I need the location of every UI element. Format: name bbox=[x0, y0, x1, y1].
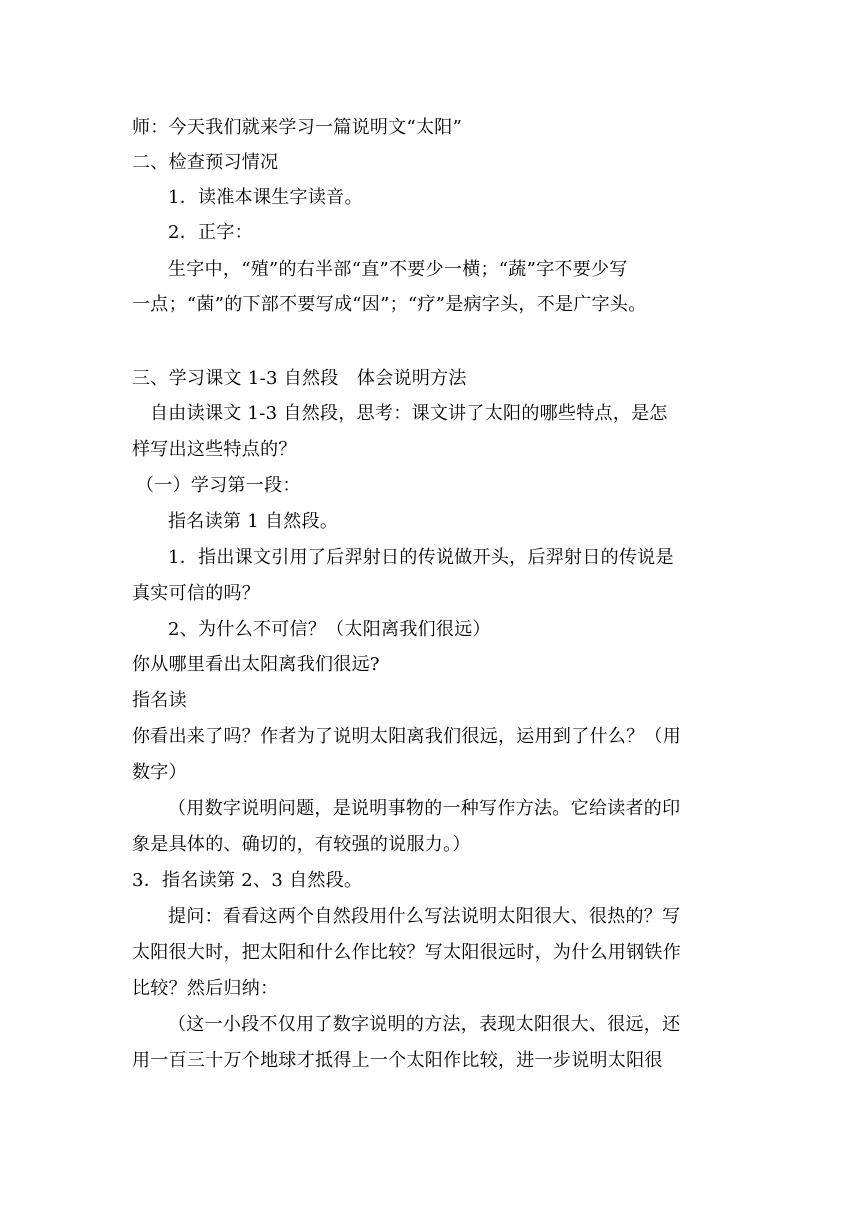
paragraph-line: （用数字说明问题，是说明事物的一种写作方法。它给读者的印 bbox=[168, 798, 681, 819]
paragraph-line: 比较？然后归纳： bbox=[132, 978, 279, 999]
question-2-line: 2、为什么不可信？（太阳离我们很远） bbox=[168, 619, 491, 640]
question-1-line: 1．指出课文引用了后羿射日的传说做开头，后羿射日的传说是 bbox=[168, 547, 674, 568]
paragraph-line: 象是具体的、确切的，有较强的说服力。） bbox=[132, 834, 471, 855]
paragraph-line: 指名读第 1 自然段。 bbox=[168, 511, 339, 532]
paragraph-line: 一点；“菌”的下部不要写成“因”；“疗”是病字头，不是广字头。 bbox=[132, 294, 647, 315]
teacher-intro-line: 师：今天我们就来学习一篇说明文“太阳” bbox=[132, 117, 463, 138]
step-2-line: 2．正字： bbox=[168, 222, 253, 243]
paragraph-line: 你从哪里看出太阳离我们很远? bbox=[132, 654, 380, 675]
section-heading-3: 三、学习课文 1-3 自然段 体会说明方法 bbox=[132, 368, 467, 389]
paragraph-line: 样写出这些特点的？ bbox=[132, 439, 297, 460]
paragraph-line: 数字） bbox=[132, 762, 187, 783]
subsection-heading-1: （一）学习第一段： bbox=[136, 475, 301, 496]
step-3-line: 3．指名读第 2、3 自然段。 bbox=[132, 870, 363, 891]
paragraph-line: 太阳很大时，把太阳和什么作比较？写太阳很远时，为什么用钢铁作 bbox=[132, 942, 681, 963]
paragraph-line: （这一小段不仅用了数字说明的方法，表现太阳很大、很远，还 bbox=[168, 1014, 681, 1035]
section-heading-2: 二、检查预习情况 bbox=[132, 152, 279, 173]
paragraph-line: 提问：看看这两个自然段用什么写法说明太阳很大、很热的？写 bbox=[168, 906, 681, 927]
paragraph-line: 生字中，“殖”的右半部“直”不要少一横；“蔬”字不要少写 bbox=[168, 259, 628, 280]
paragraph-line: 用一百三十万个地球才抵得上一个太阳作比较，进一步说明太阳很 bbox=[132, 1050, 663, 1071]
paragraph-line: 真实可信的吗？ bbox=[132, 583, 261, 604]
step-1-line: 1．读准本课生字读音。 bbox=[168, 187, 363, 208]
paragraph-line: 你看出来了吗？作者为了说明太阳离我们很远，运用到了什么？（用 bbox=[132, 726, 681, 747]
paragraph-line: 自由读课文 1-3 自然段，思考：课文讲了太阳的哪些特点，是怎 bbox=[150, 403, 668, 424]
paragraph-line: 指名读 bbox=[132, 690, 187, 711]
